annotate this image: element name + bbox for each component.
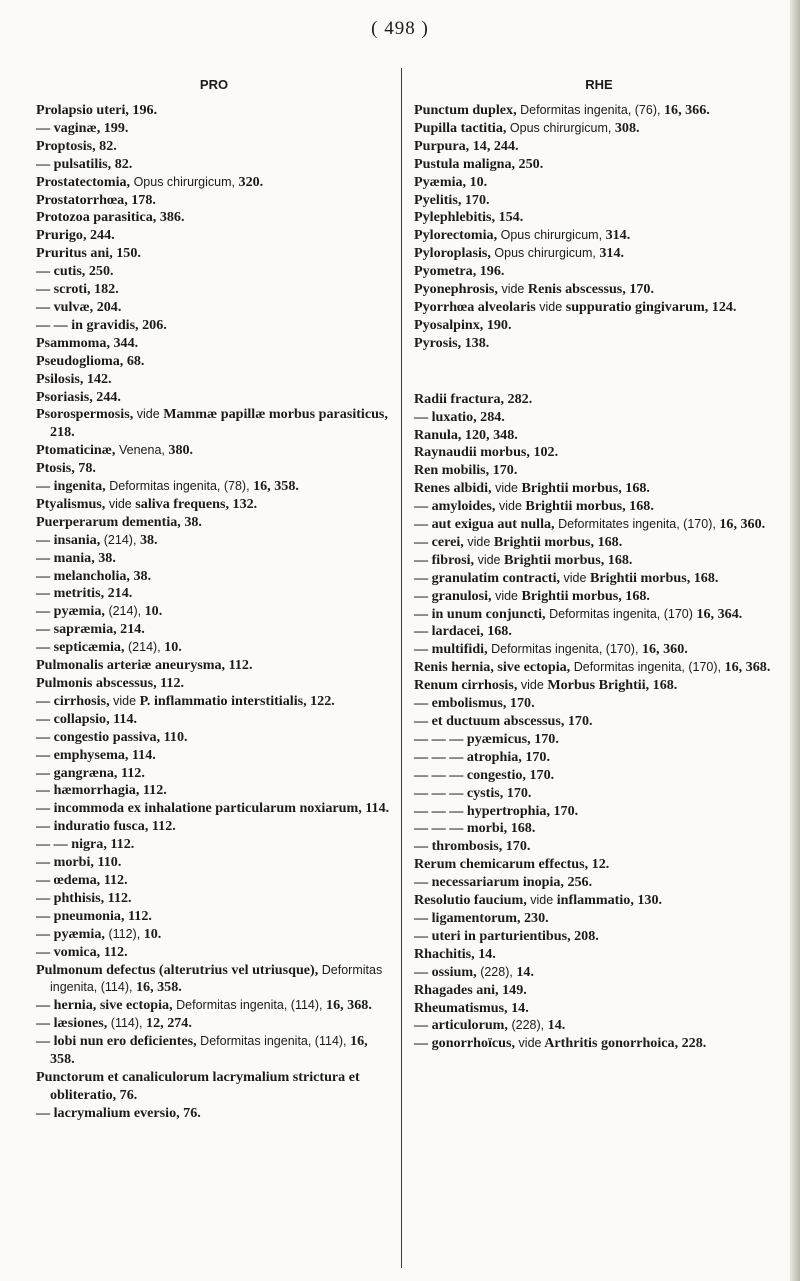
index-entry: Pyorrhœa alveolaris vide suppuratio gingivarum, 124. <box>414 298 737 315</box>
index-entry: — vaginæ, 199. <box>36 119 129 136</box>
index-entry: Ptosis, 78. <box>36 460 96 477</box>
index-entry: — collapsio, 114. <box>36 710 138 727</box>
index-entry: — luxatio, 284. <box>414 408 505 425</box>
index-entry: — melancholia, 38. <box>36 567 152 584</box>
index-entry: Renum cirrhosis, vide Morbus Brightii, 168. <box>414 677 678 694</box>
index-entry: — insania, (214), 38. <box>36 531 158 548</box>
left-index-list <box>36 102 392 1123</box>
index-entry: — granulatim contracti, vide Brightii morbus, 168. <box>414 569 719 586</box>
index-entry: — et ductuum abscessus, 170. <box>414 713 593 729</box>
right-column-header: RHE <box>585 77 613 92</box>
index-entry: Pyonephrosis, vide Renis abscessus, 170. <box>414 281 654 298</box>
index-entry: — hernia, sive ectopia, Deformitas ingenita, (114), 16, 368. <box>36 997 372 1014</box>
index-entry: — ossium, (228), 14. <box>414 963 534 980</box>
index-entry: Psammoma, 344. <box>36 334 139 351</box>
index-entry: Pylephlebitis, 154. <box>414 209 524 226</box>
index-entry: — vulvæ, 204. <box>36 298 122 315</box>
index-entry: — hæmorrhagia, 112. <box>36 782 167 799</box>
index-entry: — septicæmia, (214), 10. <box>36 639 182 656</box>
index-entry: Pyæmia, 10. <box>414 173 488 190</box>
index-entry: — pyæmia, (112), 10. <box>36 925 162 942</box>
index-entry: — cerei, vide Brightii morbus, 168. <box>414 533 623 550</box>
index-entry: Protozoa parasitica, 386. <box>36 209 185 226</box>
index-entry: Prolapsio uteri, 196. <box>36 102 158 118</box>
index-entry: Punctorum et canaliculorum lacrymalium strictura et obliteratio, 76. <box>36 1068 360 1103</box>
index-entry: Rhagades ani, 149. <box>414 981 527 998</box>
index-entry: — œdema, 112. <box>36 871 128 888</box>
index-entry: Pulmonalis arteriæ aneurysma, 112. <box>36 657 253 674</box>
index-entry: Resolutio faucium, vide inflammatio, 130. <box>414 892 663 909</box>
section-gap <box>414 353 784 391</box>
right-column <box>414 78 784 1053</box>
index-entry: — sapræmia, 214. <box>36 621 145 638</box>
index-entry: Radii fractura, 282. <box>414 390 533 407</box>
index-entry: Ptomaticinæ, Venena, 380. <box>36 442 194 459</box>
index-entry: Pulmonum defectus (alterutrius vel utriusque), Deformitas ingenita, (114), 16, 358. <box>36 961 383 996</box>
right-index-list-p <box>414 102 784 353</box>
index-entry: — — — congestio, 170. <box>414 766 555 783</box>
right-index-list-r <box>414 391 784 1054</box>
index-entry: — pneumonia, 112. <box>36 907 152 924</box>
index-entry: — ligamentorum, 230. <box>414 909 549 926</box>
index-entry: — induratio fusca, 112. <box>36 818 176 835</box>
column-divider <box>401 68 402 1268</box>
page-number: ( 498 ) <box>371 18 429 39</box>
index-entry: — — — hypertrophia, 170. <box>414 802 579 819</box>
left-column <box>36 78 392 1123</box>
index-entry: Ren mobilis, 170. <box>414 462 518 479</box>
index-entry: — lacrymalium eversio, 76. <box>36 1104 201 1121</box>
index-entry: — — — morbi, 168. <box>414 820 536 837</box>
index-entry: Pylorectomia, Opus chirurgicum, 314. <box>414 227 631 244</box>
index-entry: Rhachitis, 14. <box>414 945 496 962</box>
index-entry: — lardacei, 168. <box>414 623 512 640</box>
index-entry: — multifidi, Deformitas ingenita, (170), 16, 360. <box>414 641 688 658</box>
index-entry: Pyelitis, 170. <box>414 191 490 208</box>
index-entry: Renis hernia, sive ectopia, Deformitas ingenita, (170), 16, 368. <box>414 659 771 676</box>
index-entry: Psilosis, 142. <box>36 370 112 387</box>
index-entry: — congestio passiva, 110. <box>36 728 188 745</box>
index-entry: Ranula, 120, 348. <box>414 426 518 443</box>
index-entry: — lobi nun ero deficientes, Deformitas ingenita, (114), 16, 358. <box>36 1033 368 1068</box>
index-entry: — necessariarum inopia, 256. <box>414 874 593 891</box>
index-entry: Purpura, 14, 244. <box>414 137 519 154</box>
index-entry: — vomica, 112. <box>36 943 128 960</box>
index-entry: Puerperarum dementia, 38. <box>36 513 202 530</box>
index-entry: Pyloroplasis, Opus chirurgicum, 314. <box>414 245 625 262</box>
index-entry: — ingenita, Deformitas ingenita, (78), 16, 358. <box>36 478 299 495</box>
index-entry: Psoriasis, 244. <box>36 388 121 405</box>
index-entry: Pustula maligna, 250. <box>414 155 544 172</box>
index-entry: — embolismus, 170. <box>414 695 535 712</box>
index-entry: — — — pyæmicus, 170. <box>414 730 559 747</box>
index-entry: Punctum duplex, Deformitas ingenita, (76), 16, 366. <box>414 102 710 118</box>
index-entry: Prostatectomia, Opus chirurgicum, 320. <box>36 173 264 190</box>
index-entry: — thrombosis, 170. <box>414 838 531 855</box>
index-entry: — læsiones, (114), 12, 274. <box>36 1015 192 1032</box>
index-entry: — in unum conjuncti, Deformitas ingenita, (170) 16, 364. <box>414 605 743 622</box>
index-entry: — articulorum, (228), 14. <box>414 1017 566 1034</box>
index-entry: — aut exigua aut nulla, Deformitates ingenita, (170), 16, 360. <box>414 516 766 533</box>
index-entry: Pyometra, 196. <box>414 263 505 280</box>
index-entry: Pyosalpinx, 190. <box>414 316 512 333</box>
index-entry: — — — cystis, 170. <box>414 784 532 801</box>
index-entry: — metritis, 214. <box>36 585 133 602</box>
index-entry: — morbi, 110. <box>36 854 122 871</box>
index-entry: — cirrhosis, vide P. inflammatio interstitialis, 122. <box>36 692 335 709</box>
index-entry: — — nigra, 112. <box>36 836 135 853</box>
index-entry: — — in gravidis, 206. <box>36 316 167 333</box>
index-entry: Rheumatismus, 14. <box>414 999 529 1016</box>
index-entry: — granulosi, vide Brightii morbus, 168. <box>414 587 650 604</box>
index-entry: — cutis, 250. <box>36 263 114 280</box>
index-entry: — incommoda ex inhalatione particularum noxiarum, 114. <box>36 800 390 817</box>
index-entry: Ptyalismus, vide saliva frequens, 132. <box>36 495 258 512</box>
index-entry: Rerum chemicarum effectus, 12. <box>414 856 610 873</box>
index-entry: Prurigo, 244. <box>36 227 115 244</box>
index-entry: — pyæmia, (214), 10. <box>36 603 163 620</box>
index-entry: Pruritus ani, 150. <box>36 245 141 262</box>
index-entry: — gonorrhoïcus, vide Arthritis gonorrhoica, 228. <box>414 1035 707 1052</box>
index-entry: Pupilla tactitia, Opus chirurgicum, 308. <box>414 119 640 136</box>
index-entry: — scroti, 182. <box>36 281 119 298</box>
page-edge-shadow <box>790 0 800 1281</box>
index-entry: — emphysema, 114. <box>36 746 156 763</box>
index-entry: Proptosis, 82. <box>36 137 117 154</box>
index-entry: — mania, 38. <box>36 549 116 566</box>
index-entry: Psorospermosis, vide Mammæ papillæ morbus parasiticus, 218. <box>36 406 388 441</box>
index-entry: Prostatorrhœa, 178. <box>36 191 156 208</box>
left-column-header: PRO <box>199 77 229 92</box>
index-entry: Pseudoglioma, 68. <box>36 352 145 369</box>
index-entry: — phthisis, 112. <box>36 889 132 906</box>
index-entry: — — — atrophia, 170. <box>414 748 550 765</box>
index-entry: — gangræna, 112. <box>36 764 145 781</box>
index-entry: Pyrosis, 138. <box>414 334 490 351</box>
index-entry: — amyloides, vide Brightii morbus, 168. <box>414 498 654 515</box>
index-entry: Raynaudii morbus, 102. <box>414 444 559 461</box>
index-entry: Renes albidi, vide Brightii morbus, 168. <box>414 480 650 497</box>
index-entry: — fibrosi, vide Brightii morbus, 168. <box>414 551 633 568</box>
index-entry: Pulmonis abscessus, 112. <box>36 675 185 691</box>
index-entry: — uteri in parturientibus, 208. <box>414 927 599 944</box>
index-entry: — pulsatilis, 82. <box>36 155 133 172</box>
